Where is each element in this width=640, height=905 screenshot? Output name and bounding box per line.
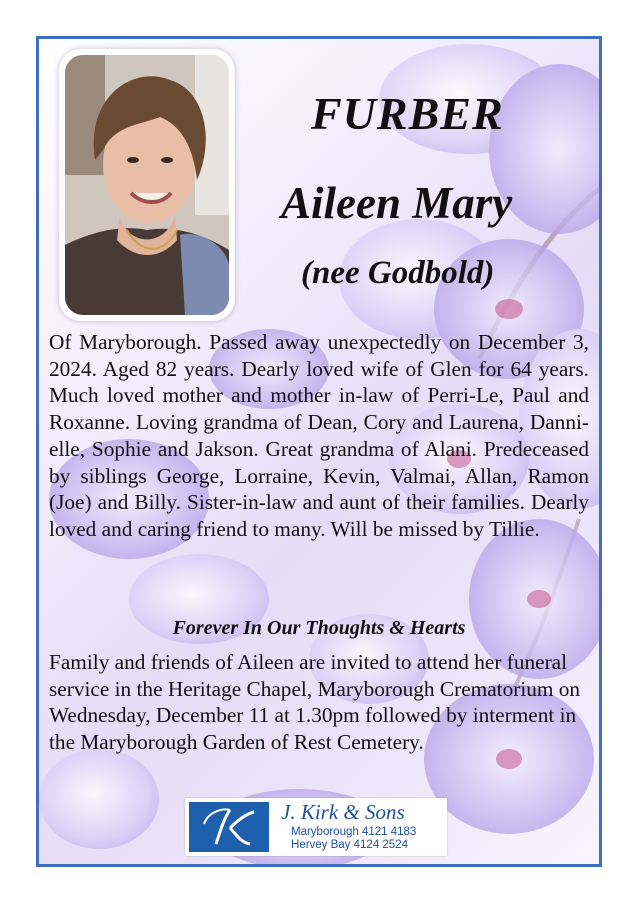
given-names: Aileen Mary xyxy=(281,178,513,228)
obituary-paragraph: Of Maryborough. Passed away unexpectedly on December 3, 2024. Aged 82 years. Dearly loved wife of Glen for 64 years. Much loved mother and mother in-law of Perri-Le, Paul and Roxanne. Loving grandma of Dean, Cory and Laurena, Danni-elle, Sophie and Jakson. Great grandma of Alani. Predeceased by siblings George, Lorraine, Kevin, Valmai, Allan, Ramon (Joe) and Billy. Sister-in-law and aunt of their families. Dearly loved and caring friend to many. Will be missed by Tillie. xyxy=(49,330,589,541)
memorial-motto: Forever In Our Thoughts & Hearts xyxy=(172,617,466,639)
maryborough-phone: Maryborough 4121 4183 xyxy=(291,826,417,838)
hervey-bay-phone: Hervey Bay 4124 2524 xyxy=(291,839,408,851)
funeral-details-paragraph: Family and friends of Aileen are invited to attend her funeral service in the Heritage Chapel, Maryborough Crematorium on Wednesday, December 11 at 1.30pm followed by interment in the Maryborough Garden of Rest Cemetery. xyxy=(49,650,581,755)
funeral-director-logo xyxy=(185,798,447,856)
k-monogram-icon xyxy=(189,802,269,852)
funeral-director-name: J. Kirk & Sons xyxy=(281,800,405,824)
portrait-photo xyxy=(65,55,229,315)
notice-frame xyxy=(36,36,602,867)
portrait-illustration xyxy=(65,55,229,315)
portrait-frame xyxy=(59,49,235,321)
surname: FURBER xyxy=(311,88,504,139)
maiden-name: (nee Godbold) xyxy=(301,255,495,291)
